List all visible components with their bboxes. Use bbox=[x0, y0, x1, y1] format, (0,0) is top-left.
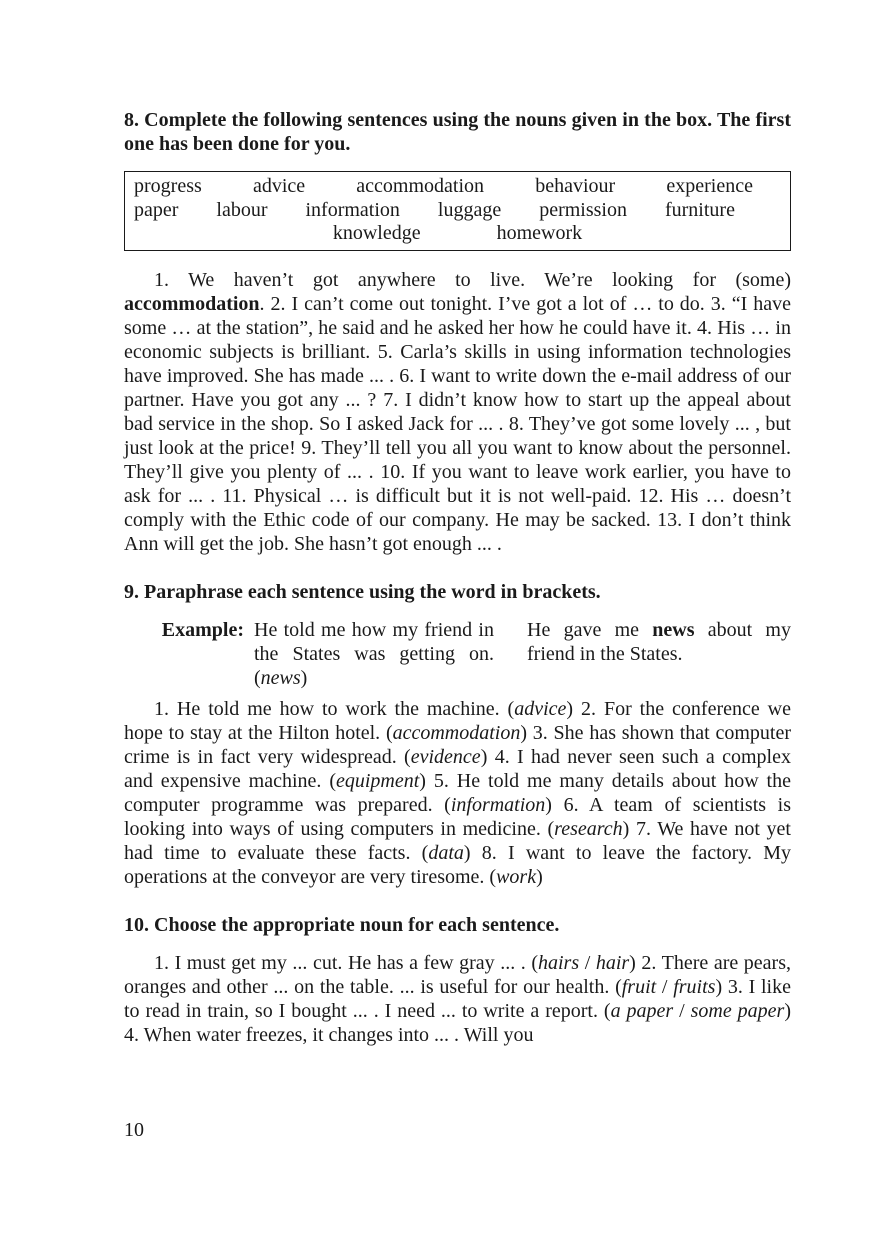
exercise-9-text: 1. He told me how to work the machine. (advice) 2. For the conference we hope to stay at the Hilton hotel. (accommodation) 3. She has shown that computer crime is in fact very widespread. (evidence) 4. I had never seen such a complex and expensive machine. (equipment) 5. He told me many details about how the computer programme was prepared. (information) 6. A team of scientists is looking into ways of using computers in medicine. (research) 7. We have not yet had time to evaluate these facts. (data) 8. I want to leave the factory. My operations at the conveyor are very tiresome. (work) bbox=[124, 697, 792, 888]
word-box-item: behaviour bbox=[535, 175, 616, 197]
word-box-item: progress bbox=[134, 175, 202, 197]
exercise-9-heading: 9. Paraphrase each sentence using the word in brackets. bbox=[124, 580, 601, 603]
exercise-10-heading: 10. Choose the appropriate noun for each sentence. bbox=[124, 913, 560, 936]
page-number: 10 bbox=[124, 1119, 144, 1141]
word-box-row-1 bbox=[134, 175, 781, 199]
word-box bbox=[124, 171, 791, 251]
exercise-10 bbox=[124, 913, 791, 1047]
exercise-8 bbox=[124, 108, 791, 556]
example-original: He told me how my friend in the States was getting on. (news) bbox=[254, 618, 494, 689]
word-box-row-2 bbox=[134, 199, 781, 223]
word-box-item: furniture bbox=[664, 198, 735, 221]
word-box-item: experience bbox=[666, 175, 753, 197]
word-box-item: luggage bbox=[437, 198, 502, 221]
word-box-row-3 bbox=[134, 222, 781, 246]
word-box-item: knowledge bbox=[332, 222, 421, 244]
sample-answer: accommodation bbox=[124, 292, 260, 315]
word-box-item: information bbox=[305, 198, 400, 221]
word-box-item: paper bbox=[134, 198, 179, 221]
textbook-page bbox=[124, 108, 791, 1047]
word-box-item: permission bbox=[539, 198, 627, 221]
word-box-item: advice bbox=[252, 175, 306, 197]
word-box-item: labour bbox=[216, 198, 268, 221]
word-box-item: accommodation bbox=[356, 175, 485, 197]
exercise-8-text: 1. We haven’t got anywhere to live. We’re looking for (some) accommodation. 2. I can’t come out tonight. I’ve got a lot of … to do. 3. “I have some … at the station”, he said and he asked her how he could have it. 4. His … in economic subjects is brilliant. 5. Carla’s skills in using information technologies have improved. She has made ... . 6. I want to write down the e-mail address of our partner. Have you got any ... ? 7. I didn’t know how to start up the appeal about bad service in the shop. So I asked Jack for ... . 8. They’ve got some lovely ... , but just look at the price! 9. They’ll tell you all you want to know about the personnel. They’ll give you plenty of ... . 10. If you want to leave work earlier, you have to ask for ... . 11. Physical … is difficult but it is not well-paid. 12. His … doesn’t comply with the Ethic code of our company. He may be sacked. 13. I don’t think Ann will get the job. She hasn’t got enough ... . bbox=[124, 268, 791, 555]
exercise-8-heading: 8. Complete the following sentences using the nouns given in the box. The first one has been done for you. bbox=[124, 109, 791, 155]
example-block bbox=[124, 618, 791, 690]
example-paraphrase: He gave me news about my friend in the States. bbox=[527, 618, 791, 665]
example-label: Example: bbox=[161, 618, 244, 641]
exercise-10-text: 1. I must get my ... cut. He has a few gray ... . (hairs / hair) 2. There are pears, oranges and other ... on the table. ... is useful for our health. (fruit / fruits) 3. I like to read in train, so I bought ... . I need ... to write a report. (a paper / some paper) 4. When water freezes, it changes into ... . Will you bbox=[124, 951, 791, 1046]
exercise-9 bbox=[124, 580, 791, 889]
word-box-item: homework bbox=[496, 222, 583, 244]
